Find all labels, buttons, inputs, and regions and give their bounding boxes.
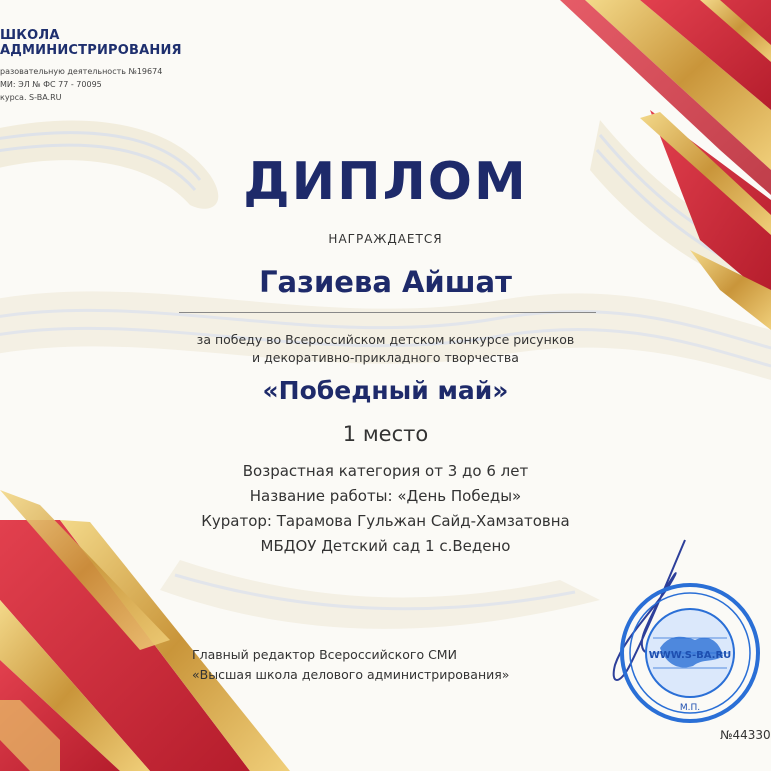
editor-line1: Главный редактор Всероссийского СМИ: [192, 647, 457, 662]
work-title: Название работы: «День Победы»: [249, 487, 522, 505]
curator: Куратор: Тарамова Гульжан Сайд-Хамзатовна: [201, 512, 570, 530]
name-underline: [179, 312, 596, 313]
awarded-label: НАГРАЖДАЕТСЯ: [328, 232, 443, 246]
org-name-line1: ШКОЛА: [0, 28, 60, 43]
contest-name: «Победный май»: [262, 376, 509, 405]
award-reason: [0, 331, 771, 367]
editor-line2: «Высшая школа делового администрирования»: [192, 667, 510, 682]
official-seal: [615, 578, 765, 728]
age-category: Возрастная категория от 3 до 6 лет: [242, 462, 529, 480]
seal-mp: М.П.: [679, 703, 701, 713]
reason-line1: за победу во Всероссийском детском конкурсе рисунков: [196, 332, 575, 347]
place-awarded: 1 место: [342, 422, 429, 446]
org-site: курса. S-BA.RU: [0, 93, 62, 102]
org-license: разовательную деятельность №19674: [0, 67, 163, 76]
org-media-registration: МИ: ЭЛ № ФС 77 - 70095: [0, 80, 102, 89]
editor-signature-block: [192, 645, 509, 685]
org-name-line2: АДМИНИСТРИРОВАНИЯ: [0, 43, 182, 58]
reason-line2: и декоративно-прикладного творчества: [252, 350, 519, 365]
document-number: №44330: [720, 728, 771, 742]
recipient-name: Газиева Айшат: [259, 265, 512, 299]
diploma-title: ДИПЛОМ: [243, 152, 528, 212]
institution: МБДОУ Детский сад 1 с.Ведено: [260, 537, 511, 555]
seal-site: WWW.S-BA.RU: [648, 650, 732, 661]
organization-header: [0, 28, 182, 104]
